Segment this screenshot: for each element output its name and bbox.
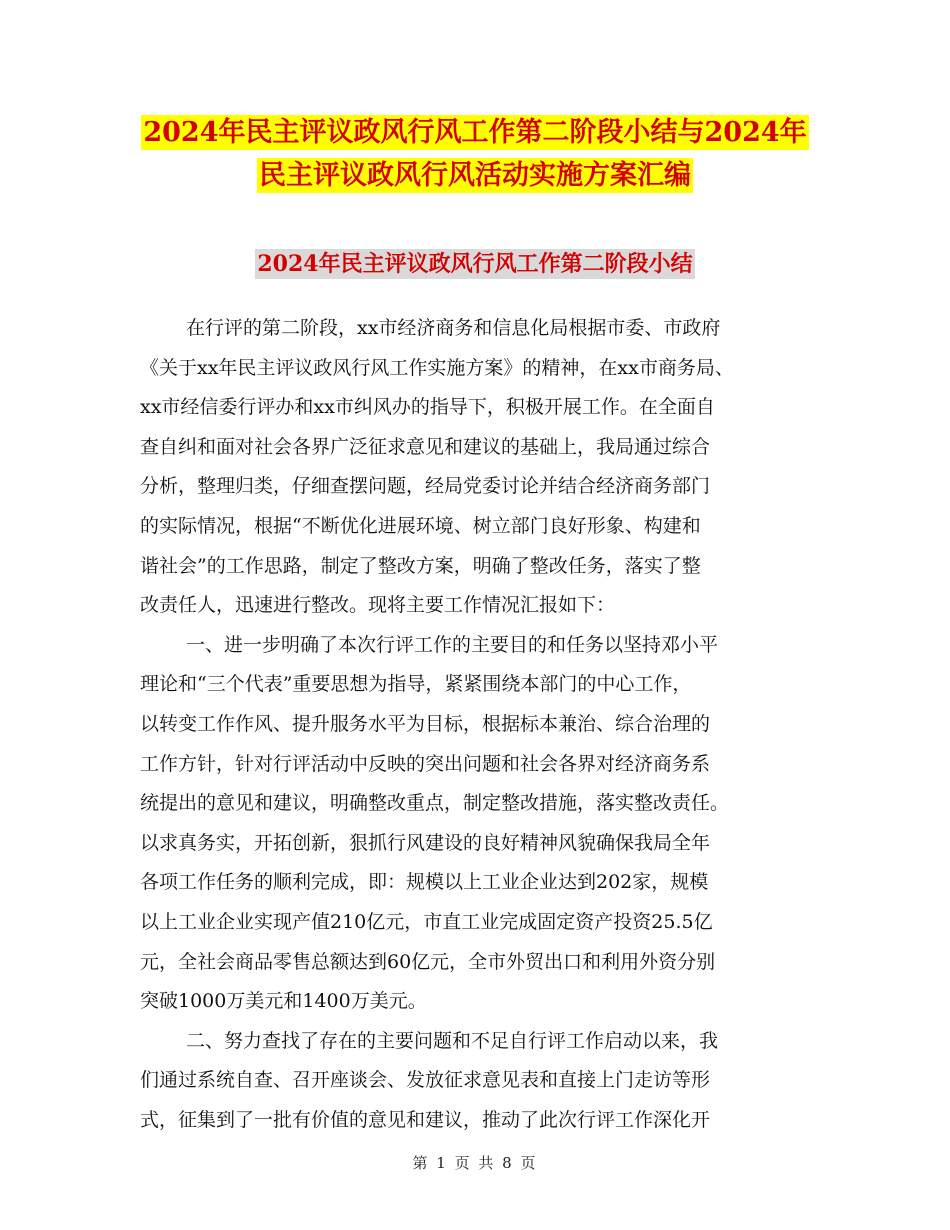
paragraph-line: 的实际情况，根据“不断优化进展环境、树立部门良好形象、构建和 — [140, 514, 701, 537]
title-highlight-1: 2024年民主评议政风行风工作第二阶段小结与2024年 — [143, 117, 807, 148]
paragraph-line: 《关于xx年民主评议政风行风工作实施方案》的精神，在xx市商务局、 — [140, 356, 734, 379]
paragraph-line: 突破1000万美元和1400万美元。 — [140, 990, 427, 1013]
section-heading-highlight: 2024年民主评议政风行风工作第二阶段小结 — [257, 251, 693, 277]
paragraph-line: 各项工作任务的顺利完成，即：规模以上工业企业达到202家，规模 — [140, 871, 709, 894]
paragraph-line: 在行评的第二阶段，xx市经济商务和信息化局根据市委、市政府 — [186, 317, 721, 339]
document-title-line-2 — [0, 151, 950, 201]
page-footer: 第 1 页 共 8 页 — [412, 1154, 538, 1172]
document-body — [140, 309, 840, 1140]
title-highlight-2: 民主评议政风行风活动实施方案汇编 — [259, 160, 691, 191]
paragraph-line: 查自纠和面对社会各界广泛征求意见和建议的基础上，我局通过综合 — [140, 435, 711, 458]
paragraph-line: 谐社会”的工作思路，制定了整改方案，明确了整改任务，落实了整 — [140, 554, 701, 577]
paragraph-line: 元，全社会商品零售总额达到60亿元，全市外贸出口和利用外资分别 — [140, 950, 716, 973]
paragraph-line: 以转变工作作风、提升服务水平为目标，根据标本兼治、综合治理的 — [140, 712, 711, 735]
paragraph-line: 统提出的意见和建议，明确整改重点，制定整改措施，落实整改责任。 — [140, 792, 730, 815]
paragraph-line: 们通过系统自查、召开座谈会、发放征求意见表和直接上门走访等形 — [140, 1069, 711, 1092]
paragraph-line: 工作方针，针对行评活动中反映的突出问题和社会各界对经济商务系 — [140, 752, 711, 775]
paragraph-line: 式，征集到了一批有价值的意见和建议，推动了此次行评工作深化开 — [140, 1108, 711, 1131]
paragraph-line: 二、努力查找了存在的主要问题和不足自行评工作启动以来，我 — [186, 1029, 719, 1052]
paragraph-line: 以上工业企业实现产值210亿元，市直工业完成固定资产投资25.5亿 — [140, 910, 713, 933]
section-heading — [0, 239, 950, 289]
paragraph-line: 改责任人，迅速进行整改。现将主要工作情况汇报如下： — [140, 594, 616, 617]
paragraph-line: 以求真务实，开拓创新，狠抓行风建设的良好精神风貌确保我局全年 — [140, 831, 711, 854]
paragraph-line: xx市经信委行评办和xx市纠风办的指导下，积极开展工作。在全面自 — [140, 396, 715, 419]
paragraph-line: 理论和“三个代表”重要思想为指导，紧紧围绕本部门的中心工作， — [140, 673, 692, 696]
paragraph-line: 分析，整理归类，仔细查摆问题，经局党委讨论并结合经济商务部门 — [140, 475, 711, 498]
paragraph-line: 一、进一步明确了本次行评工作的主要目的和任务以坚持邓小平 — [186, 633, 719, 656]
